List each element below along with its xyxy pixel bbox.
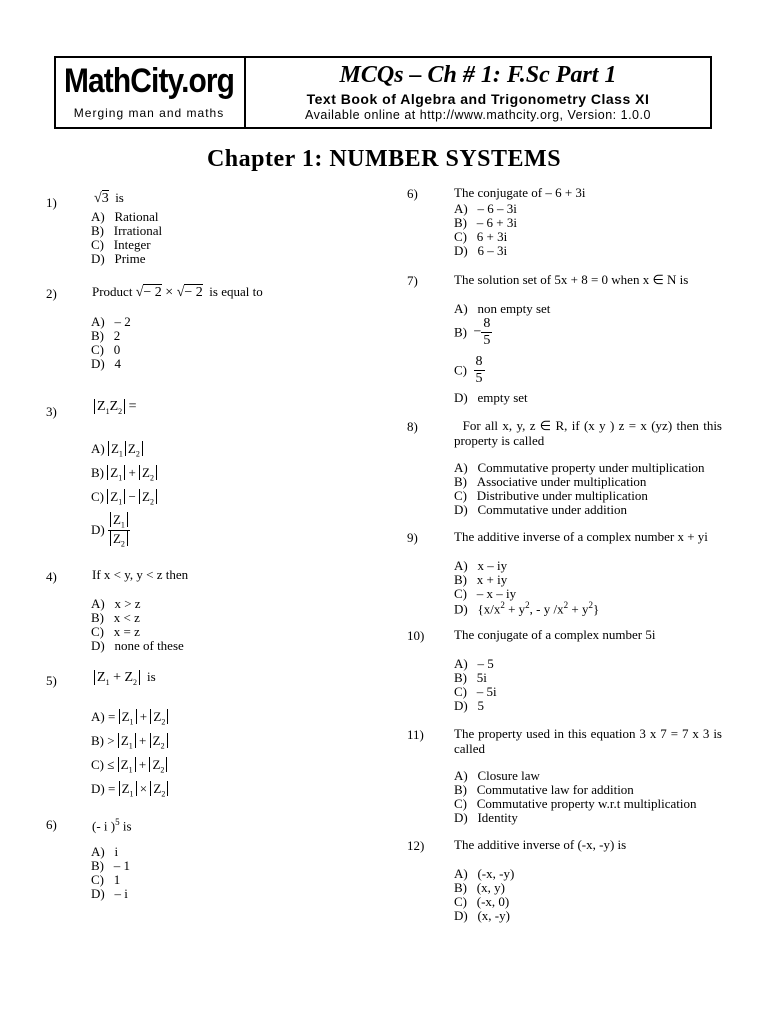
question-text: (- i )$^5$ is — [92, 817, 132, 834]
option-b[interactable]: $B) > Z_1 + Z_2$ — [91, 733, 168, 751]
question-text: The solution set of 5x + 8 = 0 when x ∈ N is — [454, 272, 689, 287]
option-d[interactable]: D) $\frac{Z_1}{Z_2}$ — [91, 512, 130, 548]
question-text: Product √− 2 × √− 2 is equal to — [92, 284, 263, 300]
question-text: The additive inverse of a complex number x + yi — [454, 529, 708, 544]
option-c[interactable]: C) (-x, 0) — [454, 894, 510, 909]
option-c[interactable]: C) $\frac{8}{5}$ — [454, 354, 483, 386]
option-c[interactable]: C) $Z_1 - Z_2$ — [91, 489, 157, 507]
option-c[interactable]: C) Commutative property w.r.t multiplication — [454, 796, 697, 811]
option-a[interactable]: A) Rational — [91, 209, 159, 224]
option-d[interactable]: D) {$x/x^2 + y^2$, - y $/x^2 + y^2$} — [454, 600, 600, 617]
question-text: The conjugate of a complex number 5i — [454, 627, 656, 642]
option-c[interactable]: $C) \le Z_1 + Z_2$ — [91, 757, 167, 775]
option-a[interactable]: $A) = Z_1 + Z_2$ — [91, 709, 168, 727]
question-number: 4) — [46, 569, 57, 584]
option-b[interactable]: B) $Z_1 + Z_2$ — [91, 465, 157, 483]
header-title-box — [246, 58, 710, 127]
question-number: 8) — [407, 419, 418, 434]
question-number: 6) — [407, 186, 418, 201]
option-b[interactable]: B) Irrational — [91, 223, 163, 238]
option-c[interactable]: C) 0 — [91, 342, 121, 357]
question-text: $Z_1Z_2$ = — [94, 400, 137, 419]
option-b[interactable]: B) – 1 — [91, 858, 130, 873]
option-a[interactable]: A) Closure law — [454, 768, 540, 783]
option-a[interactable]: A) – 2 — [91, 314, 131, 329]
option-b[interactable]: B) Associative under multiplication — [454, 474, 647, 489]
question-text: If x < y, y < z then — [92, 567, 189, 582]
option-d[interactable]: D) 5 — [454, 698, 484, 713]
question-number: 12) — [407, 838, 425, 853]
option-d[interactable]: D) (x, -y) — [454, 908, 510, 923]
option-d[interactable]: D) 4 — [91, 356, 121, 371]
option-d[interactable]: D) empty set — [454, 390, 528, 405]
option-a[interactable]: A) (-x, -y) — [454, 866, 515, 881]
option-a[interactable]: A) Commutative property under multiplication — [454, 460, 705, 475]
question-number: 3) — [46, 404, 57, 419]
option-d[interactable]: D) Identity — [454, 810, 518, 825]
option-b[interactable]: B) – 6 + 3i — [454, 215, 517, 230]
question-text: The property used in this equation 3 x 7 = 7 x 3 is called — [454, 726, 722, 756]
document-subtitle: Text Book of Algebra and Trigonometry Class XI — [306, 91, 650, 107]
question-number: 10) — [407, 628, 425, 643]
question-number: 2) — [46, 286, 57, 301]
availability-line: Available online at http://www.mathcity.org, Version: 1.0.0 — [305, 108, 651, 122]
question-number: 11) — [407, 727, 424, 742]
question-text: $Z_1 + Z_2$ is — [94, 670, 156, 690]
question-text: √3 is — [94, 190, 124, 206]
option-b[interactable]: B) 2 — [91, 328, 121, 343]
option-b[interactable]: B) 5i — [454, 670, 487, 685]
option-a[interactable]: A) x – iy — [454, 558, 508, 573]
option-a[interactable]: A) – 5 — [454, 656, 494, 671]
question-text: For all x, y, z ∈ R, if (x y ) z = x (yz) then this property is called — [454, 418, 722, 448]
option-c[interactable]: C) – x – iy — [454, 586, 517, 601]
option-c[interactable]: C) 1 — [91, 872, 121, 887]
option-c[interactable]: C) 6 + 3i — [454, 229, 508, 244]
site-tagline: Merging man and maths — [73, 106, 225, 120]
option-c[interactable]: C) x = z — [91, 624, 140, 639]
question-number: 9) — [407, 530, 418, 545]
option-c[interactable]: C) Integer — [91, 237, 151, 252]
question-text: The additive inverse of (-x, -y) is — [454, 837, 627, 852]
chapter-title: Chapter 1: NUMBER SYSTEMS — [206, 146, 562, 172]
header-box — [54, 56, 712, 129]
question-number: 7) — [407, 273, 418, 288]
option-a[interactable]: A) non empty set — [454, 301, 551, 316]
option-b[interactable]: B) − $\frac{8}{5}$ — [454, 316, 491, 348]
site-logo: MathCity.org — [64, 62, 235, 100]
option-d[interactable]: D) none of these — [91, 638, 184, 653]
option-a[interactable]: A) – 6 – 3i — [454, 201, 517, 216]
option-a[interactable]: A) x > z — [91, 596, 141, 611]
option-b[interactable]: B) x + iy — [454, 572, 508, 587]
option-c[interactable]: C) – 5i — [454, 684, 497, 699]
logo-box — [56, 58, 246, 127]
option-d[interactable]: D) Commutative under addition — [454, 502, 627, 517]
option-d[interactable]: $D) = Z_1 \times Z_2$ — [91, 781, 168, 799]
option-c[interactable]: C) Distributive under multiplication — [454, 488, 648, 503]
document-title: MCQs – Ch # 1: F.Sc Part 1 — [339, 62, 617, 88]
question-text: The conjugate of – 6 + 3i — [454, 185, 586, 200]
question-number: 1) — [46, 195, 57, 210]
option-b[interactable]: B) x < z — [91, 610, 140, 625]
option-b[interactable]: B) Commutative law for addition — [454, 782, 634, 797]
option-d[interactable]: D) Prime — [91, 251, 146, 266]
option-d[interactable]: D) – i — [91, 886, 128, 901]
option-d[interactable]: D) 6 – 3i — [454, 243, 508, 258]
option-a[interactable]: A) i — [91, 844, 119, 859]
option-b[interactable]: B) (x, y) — [454, 880, 505, 895]
option-a[interactable]: A) $Z_1$ $Z_2$ — [91, 441, 143, 459]
question-number: 6) — [46, 817, 57, 832]
question-number: 5) — [46, 673, 57, 688]
